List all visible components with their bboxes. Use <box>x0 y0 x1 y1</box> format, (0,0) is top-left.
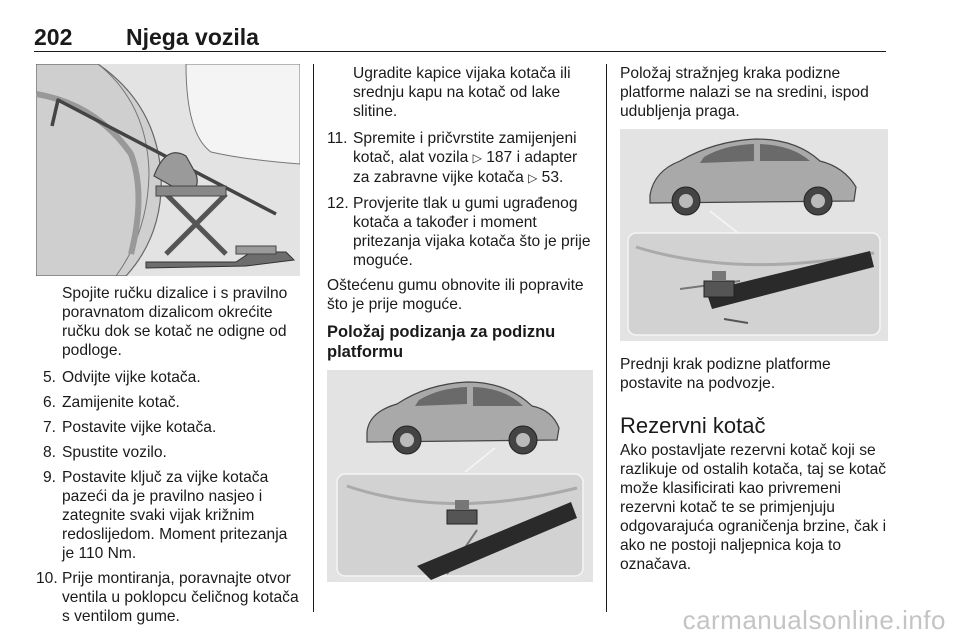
jack-caption: Spojite ručku dizalice i s pravilno poravnatom dizalicom okrećite ručku dok se kotač ne odigne od podloge. <box>62 285 288 359</box>
steps-list-continued <box>327 129 593 270</box>
jack-crank-figure <box>36 64 300 276</box>
list-item <box>36 418 300 437</box>
jack-crank-illustration-icon <box>36 64 300 276</box>
rear-lift-figure <box>620 129 888 341</box>
step-text: Odvijte vijke kotača. <box>62 369 201 386</box>
lift-points-heading: Položaj podizanja za podiznu platformu <box>327 323 556 361</box>
front-lift-text: Prednji krak podizne platforme postavite na podvozje. <box>620 356 831 392</box>
page-number: 202 <box>34 24 73 50</box>
column-right <box>620 64 888 582</box>
step-number: 9. <box>42 469 56 486</box>
step-number: 11. <box>327 130 348 147</box>
list-item <box>36 569 300 626</box>
list-item <box>327 194 593 270</box>
list-item <box>36 393 300 412</box>
column-divider-left <box>313 64 314 612</box>
front-lift-figure <box>327 370 593 582</box>
step-text: Postavite vijke kotača. <box>62 419 217 436</box>
steps-list <box>36 368 300 626</box>
step-number: 7. <box>42 419 56 436</box>
step-text: Prije montiranja, poravnajte otvor ventila u poklopcu čeličnog kotača s ventilom gume. <box>62 570 299 625</box>
step-text: Spremite i pričvrstite zamijenjeni kotač, alat vozila <box>353 130 577 166</box>
car-rear-lift-point-illustration-icon <box>620 129 888 341</box>
car-front-lift-point-illustration-icon <box>327 370 593 582</box>
column-divider-right <box>606 64 607 612</box>
page-ref-arrow-icon: ▷ <box>472 151 482 165</box>
page-ref-link[interactable]: 187 <box>486 149 513 166</box>
step-text: i adapter za zabravne vijke kotača <box>353 149 578 186</box>
wheel-caps-text: Ugradite kapice vijaka kotača ili srednju kapu na kotač od lake slitine. <box>353 65 571 120</box>
step-number: 10. <box>36 570 58 587</box>
step-number: 12. <box>327 195 349 212</box>
rear-lift-text: Položaj stražnjeg kraka podizne platforme nalazi se na sredini, ispod udubljenja praga. <box>620 65 869 120</box>
step-text: . <box>559 169 564 186</box>
step-text: Zamijenite kotač. <box>62 394 180 411</box>
page-ref-link[interactable]: 53 <box>541 169 560 186</box>
spare-wheel-heading: Rezervni kotač <box>620 413 766 438</box>
page-ref-arrow-icon: ▷ <box>528 171 538 185</box>
step-number: 6. <box>42 394 56 411</box>
list-item <box>36 368 300 387</box>
page-header <box>34 22 886 52</box>
step-text: Provjerite tlak u gumi ugrađenog kotača a također i moment pritezanja vijaka kotača što je prije moguće. <box>353 195 591 269</box>
watermark: carmanualsonline.info <box>682 605 946 635</box>
column-left <box>36 64 300 632</box>
step-text: Postavite ključ za vijke kotača pazeći da je pravilno nasjeo i zategnite svaki vijak križnim redoslijedom. Moment pritezanja je 110 Nm. <box>62 469 288 562</box>
list-item <box>36 468 300 563</box>
spare-wheel-text: Ako postavljate rezervni kotač koji se razlikuje od ostalih kotača, taj se kotač može klasificirati kao privremeni rezervni kotač te se primjenjuju odgovarajuća ograničenja brzine, čak i ako ne postoji naljepnica koja to označava. <box>620 442 887 573</box>
column-middle <box>327 64 593 582</box>
damage-text: Oštećenu gumu obnovite ili popravite što je prije moguće. <box>327 277 584 313</box>
step-number: 8. <box>42 444 56 461</box>
chapter-title: Njega vozila <box>126 24 259 50</box>
step-number: 5. <box>42 369 56 386</box>
list-item <box>327 129 593 188</box>
step-text: Spustite vozilo. <box>62 444 167 461</box>
list-item <box>36 443 300 462</box>
